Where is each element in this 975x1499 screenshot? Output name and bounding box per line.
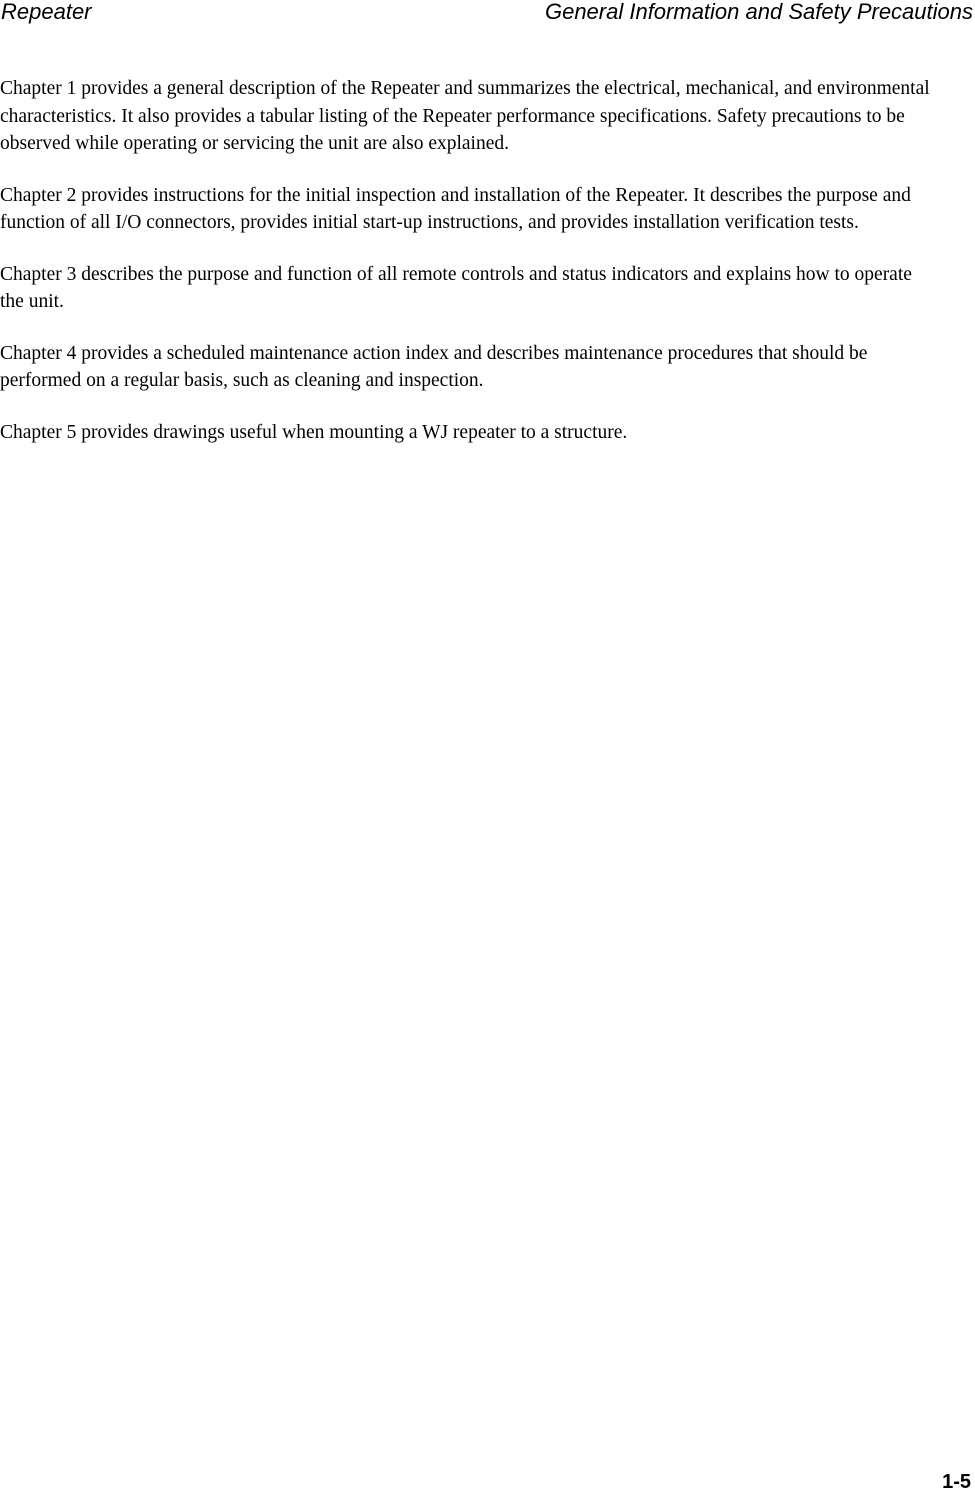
paragraph-chapter-5: Chapter 5 provides drawings useful when mounting a WJ repeater to a structure. <box>0 421 628 443</box>
page-number: 1-5 <box>942 1471 971 1493</box>
header-document-title: Repeater <box>1 0 92 24</box>
running-header <box>0 0 975 26</box>
paragraph-chapter-1: Chapter 1 provides a general description of the Repeater and summarizes the electrical, mechanical, and environmental characteristics. It also provides a tabular listing of the Repeater performance specifications. Safety precautions to be observed while operating or servicing the unit are also explained. <box>0 78 930 154</box>
paragraph-chapter-2: Chapter 2 provides instructions for the initial inspection and installation of the Repeater. It describes the purpose and function of all I/O connectors, provides initial start-up instructions, and provides installation verification tests. <box>0 184 911 233</box>
paragraph-chapter-3: Chapter 3 describes the purpose and function of all remote controls and status indicators and explains how to operate the unit. <box>0 263 912 312</box>
header-section-title: General Information and Safety Precautions <box>544 0 973 24</box>
body-text <box>0 75 930 470</box>
paragraph-chapter-4: Chapter 4 provides a scheduled maintenance action index and describes maintenance procedures that should be performed on a regular basis, such as cleaning and inspection. <box>0 342 868 391</box>
